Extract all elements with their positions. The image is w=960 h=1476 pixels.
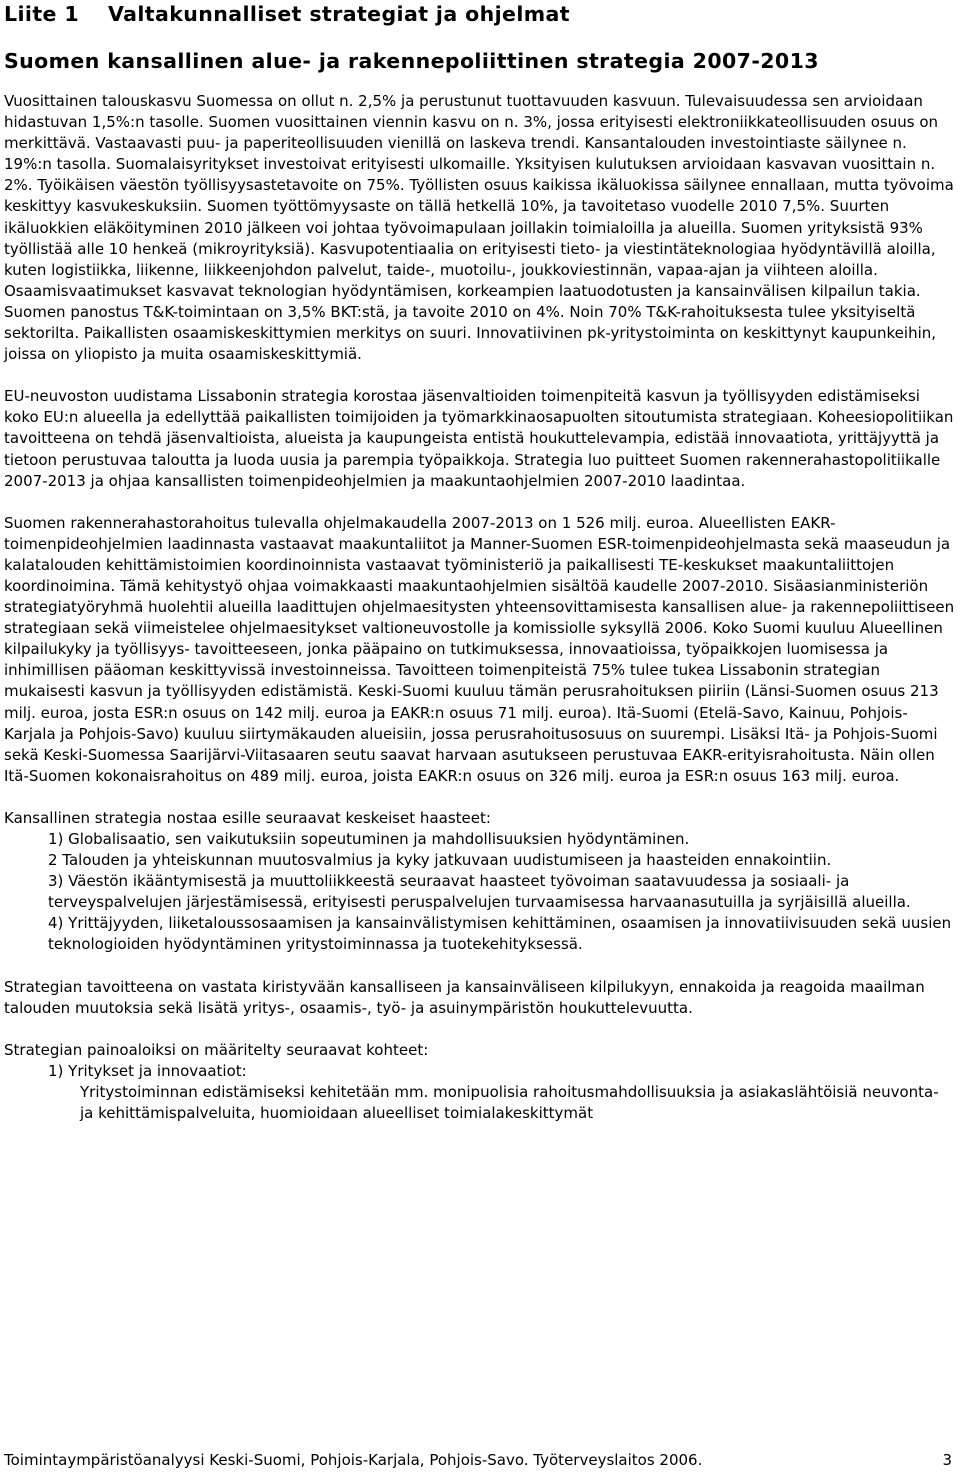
list-item: 4) Yrittäjyyden, liiketaloussosaamisen ja kansainvälistymisen kehittäminen, osaamisen ja innovatiivisuuden sekä uusien teknologioiden hyödyntäminen yritystoiminnassa ja tuotekehityksessä. xyxy=(48,914,952,954)
list-item: 2 Talouden ja yhteiskunnan muutosvalmius ja kyky jatkuvaan uudistumiseen ja haasteiden ennakointiin. xyxy=(48,851,832,870)
paragraph-focus-intro: Strategian painoaloiksi on määritelty seuraavat kohteet: xyxy=(4,1040,429,1059)
paragraph-lisbon-strategy: EU-neuvoston uudistama Lissabonin strategia korostaa jäsenvaltioiden toimenpiteitä kasvun ja työllisyyden edistämiseksi koko EU:n alueella ja edellyttää paikallisten toimijoiden ja työmarkkinaosapuolten sitoutumista strategiaan. Koheesiopolitiikan tavoitteena on tehdä jäsenvaltioista, alueista ja kaupungeista entistä houkuttelevampia, edistää innovaatiota, yrittäjyyttä ja tietoon perustuvaa taloutta ja luoda uusia ja parempia työpaikkoja. Strategia luo puitteet Suomen rakennerahastopolitiikalle 2007-2013 ja ohjaa kansallisten toimenpideohjelmien ja maakuntaohjelmien 2007-2010 laadintaa. xyxy=(4,387,954,490)
list-item: 3) Väestön ikääntymisestä ja muuttoliikkeestä seuraavat haasteet työvoiman saatavuudessa ja sosiaali- ja terveyspalvelujen järjestämisessä, erityisesti peruspalvelujen turvaamisessa harvaanasutuilla ja syrjäisillä alueilla. xyxy=(48,872,911,912)
paragraph-structural-funds: Suomen rakennerahastorahoitus tulevalla ohjelmakaudella 2007-2013 on 1 526 milj. euroa. Alueellisten EAKR-toimenpideohjelmien laadinnasta vastaavat maakuntaliitot ja Manner-Suomen ESR-toimenpideohjelmasta sekä maaseudun ja kalatalouden kehittämistoimien koordinoinnista vastaavat työministeriö ja paikallisesti TE-keskukset maakuntaliittojen koordinoimina. Tämä kehitystyö ohjaa voimakkaasti maakuntaohjelmien sisältöä kaudelle 2007-2010. Sisäasianministeriön strategiatyöryhmä huolehtii alueilla laadittujen ohjelmaesitysten yhteensovittamisesta kansallisen alue- ja rakennepoliittiseen strategiaan sekä viimeistelee ohjelmaesitykset valtioneuvostolle ja komissiolle syksyllä 2006. Koko Suomi kuuluu Alueellinen kilpailukyky ja työllisyys- tavoitteeseen, jonka pääpaino on tutkimuksessa, innovaatioissa, työpaikkojen luomisessa ja inhimillisen pääoman keskittyvissä investoinneissa. Tavoitteen toimenpiteistä 75% tulee tukea Lissabonin strategian mukaisesti kasvun ja työllisyyden edistämistä. Keski-Suomi kuuluu tämän perusrahoituksen piiriin (Länsi-Suomen osuus 213 milj. euroa, josta ESR:n osuus on 142 milj. euroa ja EAKR:n osuus 71 milj. euroa). Itä-Suomi (Etelä-Savo, Kainuu, Pohjois-Karjala ja Pohjois-Savo) kuuluu siirtymäkauden alueisiin, jossa perusrahoitusosuus on suurempi. Lisäksi Itä- ja Pohjois-Suomi sekä Keski-Suomessa Saarijärvi-Viitasaaren seutu saavat harvaan asutukseen perustuvaa EAKR-erityisrahoitusta. Näin ollen Itä-Suomen kokonaisrahoitus on 489 milj. euroa, joista EAKR:n osuus on 326 milj. euroa ja ESR:n osuus 163 milj. euroa. xyxy=(4,513,955,785)
appendix-heading xyxy=(4,2,570,26)
list-item-detail: Yritystoiminnan edistämiseksi kehitetään mm. monipuolisia rahoitusmahdollisuuksia ja asiakaslähtöisiä neuvonta- ja kehittämispalveluita, huomioidaan alueelliset toimialakeskittymät xyxy=(80,1082,939,1123)
footer-text: Toimintaympäristöanalyysi Keski-Suomi, Pohjois-Karjala, Pohjois-Savo. Työterveyslaitos 2006. xyxy=(4,1451,703,1469)
list-item: 1) Globalisaatio, sen vaikutuksiin sopeutuminen ja mahdollisuuksien hyödyntäminen. xyxy=(48,830,690,848)
focus-areas-list xyxy=(4,1061,956,1124)
page-number: 3 xyxy=(942,1451,952,1469)
paragraph-challenges-intro: Kansallinen strategia nostaa esille seuraavat keskeiset haasteet: xyxy=(4,808,491,827)
page-footer xyxy=(4,1451,952,1469)
body-text xyxy=(4,91,956,1124)
paragraph-economic-outlook: Vuosittainen talouskasvu Suomessa on ollut n. 2,5% ja perustunut tuottavuuden kasvuun. Tulevaisuudessa sen arvioidaan hidastuvan 1,5%:n tasolle. Suomen vuosittainen viennin kasvu on n. 3%, jossa erityisesti elektroniikkateollisuuden osuus on merkittävä. Vastaavasti puu- ja paperiteollisuuden vienillä on laskeva trendi. Kansantalouden investointiaste säilynee n. 19%:n tasolla. Suomalaisyritykset investoivat erityisesti ulkomaille. Yksityisen kulutuksen arvioidaan kasvavan vuosittain n. 2%. Työikäisen väestön työllisyysastetavoite on 75%. Työllisten osuus kaikissa ikäluokissa säilynee ennallaan, mutta työvoima keskittyy kasvukeskuksiin. Suomen työttömyysaste on tällä hetkellä 10%, ja tavoitetaso vuodelle 2010 7,5%. Suurten ikäluokkien eläköityminen 2010 jälkeen voi johtaa työvoimapulaan joillakin toimialoilla ja alueilla. Suomen yrityksistä 93% työllistää alle 10 henkeä (mikroyrityksiä). Kasvupotentiaalia on erityisesti tieto- ja viestintäteknologiaa hyödyntävillä aloilla, kuten logistiikka, liikenne, liikkeenjohdon palvelut, taide-, muotoilu-, joukkoviestinnän, vapaa-ajan ja viihteen aloilla. Osaamisvaatimukset kasvavat teknologian hyödyntämisen, korkeampien laatuodotusten ja kansainvälisen kilpailun takia. Suomen panostus T&K-toimintaan on 3,5% BKT:stä, ja tavoite 2010 on 4%. Noin 70% T&K-rahoituksesta tulee yksityiseltä sektorilta. Paikallisten osaamiskeskittymien merkitys on suuri. Innovatiivinen pk-yritystoiminta on keskittynyt kaupunkeihin, joissa on yliopisto ja muita osaamiskeskittymiä. xyxy=(4,92,954,364)
list-item: 1) Yritykset ja innovaatiot: xyxy=(48,1061,247,1080)
paragraph-strategy-goal: Strategian tavoitteena on vastata kiristyvään kansalliseen ja kansainväliseen kilpilukyyn, ennakoida ja reagoida maailman talouden muutoksia sekä lisätä yritys-, osaamis-, työ- ja asuinympäristön houkuttelevuutta. xyxy=(4,977,925,1017)
appendix-title: Valtakunnalliset strategiat ja ohjelmat xyxy=(108,2,570,26)
strategy-title: Suomen kansallinen alue- ja rakennepoliittinen strategia 2007-2013 xyxy=(4,49,819,73)
challenges-list xyxy=(4,829,956,956)
appendix-number: Liite 1 xyxy=(4,2,80,26)
